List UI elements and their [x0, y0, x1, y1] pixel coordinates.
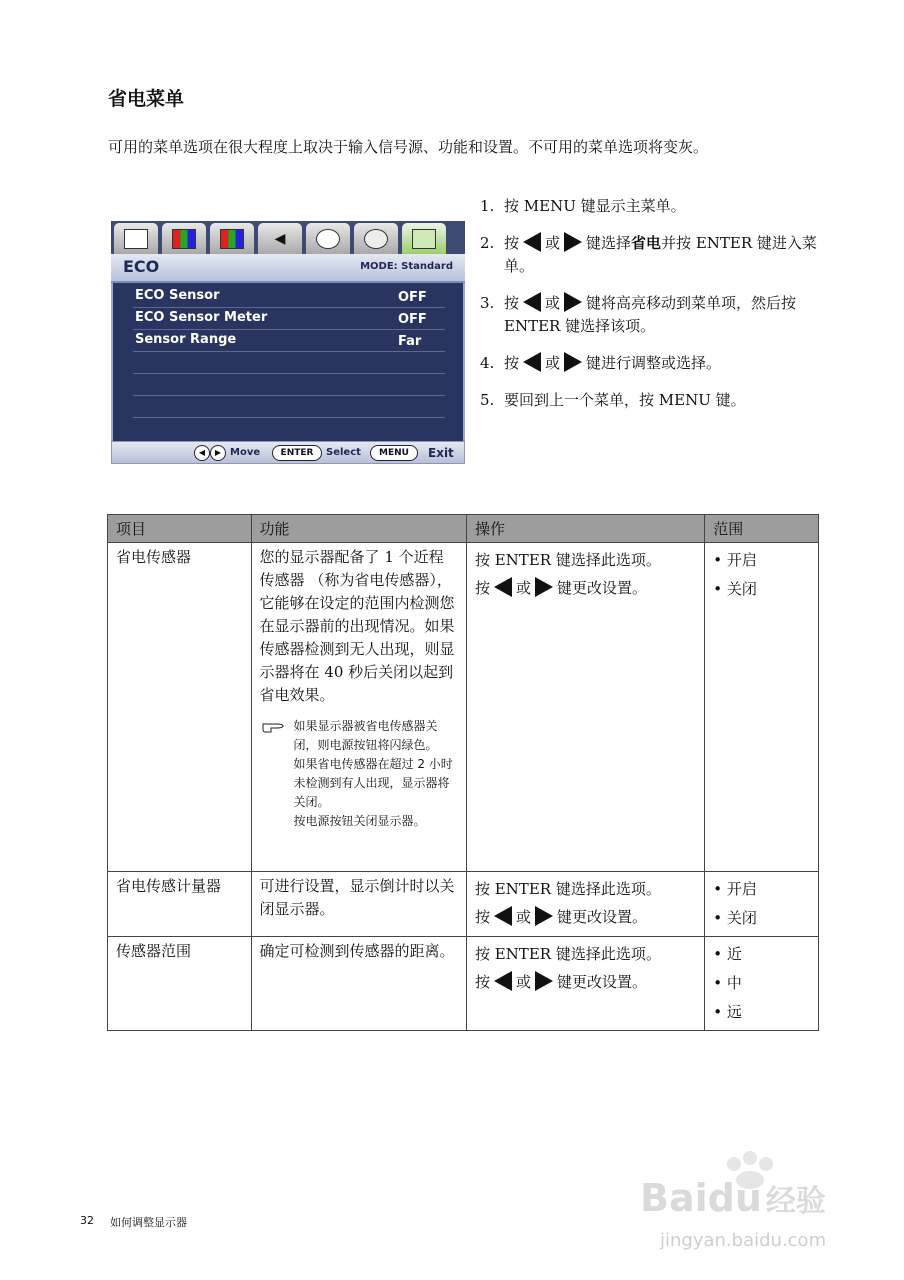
footer-title: 如何调整显示器 — [110, 1216, 187, 1229]
instruction-steps — [480, 195, 825, 426]
osd-exit-label: Exit — [428, 446, 454, 460]
note — [260, 717, 458, 831]
function-cell — [251, 543, 466, 872]
left-arrow-icon — [523, 232, 541, 252]
watermark-url: jingyan.baidu.com — [660, 1230, 827, 1251]
section-heading: 省电菜单 — [108, 88, 185, 110]
step-number: 5. — [480, 391, 495, 409]
step-3 — [480, 292, 825, 338]
right-arrow-icon — [564, 352, 582, 372]
step-text: 要回到上一个菜单，按 MENU 键。 — [504, 391, 746, 409]
osd-select-label: Select — [326, 447, 361, 458]
osd-row — [133, 307, 445, 330]
op-text: 或 — [515, 973, 531, 991]
range-cell — [705, 937, 819, 1031]
osd-row-label: ECO Sensor Meter — [135, 310, 268, 325]
op-text: 键更改设置。 — [557, 579, 648, 597]
step-text: 并按 ENTER 键进入菜单。 — [504, 234, 817, 275]
table-row — [108, 872, 819, 937]
tab-display-icon — [114, 223, 158, 254]
column-header: 功能 — [251, 515, 466, 543]
right-arrow-icon — [564, 232, 582, 252]
left-arrow-icon — [523, 292, 541, 312]
step-number: 3. — [480, 294, 495, 312]
range-option: • 近 — [713, 945, 742, 963]
step-text: 或 — [545, 354, 561, 372]
operation-line — [475, 903, 696, 931]
right-arrow-icon — [535, 577, 553, 597]
left-arrow-icon — [494, 577, 512, 597]
operation-line — [475, 968, 696, 996]
op-text: 按 — [474, 579, 490, 597]
op-text: 或 — [515, 908, 531, 926]
right-arrow-icon — [535, 971, 553, 991]
tab-eco-icon — [402, 223, 446, 254]
table-header-row — [108, 515, 819, 543]
enter-key-icon: ENTER — [272, 445, 322, 461]
column-header: 项目 — [108, 515, 252, 543]
baidu-watermark — [640, 1150, 880, 1260]
function-cell: 确定可检测到传感器的距离。 — [251, 937, 466, 1031]
range-cell — [705, 543, 819, 872]
osd-row — [133, 285, 445, 308]
note-line: 如果省电传感器在超过 2 小时未检测到有人出现，显示器将关闭。 — [293, 757, 453, 809]
right-arrow-icon — [535, 906, 553, 926]
op-text: 或 — [515, 579, 531, 597]
osd-row — [133, 329, 445, 352]
step-emphasis: 省电 — [631, 234, 662, 252]
watermark-brand: du — [707, 1176, 762, 1220]
pointing-hand-icon — [262, 719, 284, 733]
step-text: 或 — [545, 234, 561, 252]
operation-line — [475, 574, 696, 602]
osd-menu-list — [111, 283, 465, 441]
operation-line: 按 ENTER 键选择此选项。 — [474, 945, 661, 963]
step-text: 按 MENU 键显示主菜单。 — [504, 197, 686, 215]
range-option: • 中 — [713, 974, 742, 992]
osd-footer — [111, 441, 465, 464]
right-button-icon: ▶ — [210, 445, 226, 461]
column-header: 操作 — [466, 515, 704, 543]
osd-mode: MODE: Standard — [360, 261, 453, 272]
right-arrow-icon — [564, 292, 582, 312]
step-5 — [480, 389, 825, 412]
table-row — [108, 937, 819, 1031]
step-text: 按 — [504, 354, 520, 372]
range-option: • 远 — [713, 1003, 742, 1021]
item-cell: 省电传感计量器 — [108, 872, 252, 937]
step-text: 键选择 — [586, 234, 632, 252]
note-line: 按电源按钮关闭显示器。 — [293, 814, 426, 828]
osd-title-bar — [111, 254, 465, 283]
op-text: 按 — [474, 973, 490, 991]
left-arrow-icon — [523, 352, 541, 372]
left-arrow-icon — [494, 971, 512, 991]
range-cell — [705, 872, 819, 937]
op-text: 键更改设置。 — [557, 908, 648, 926]
step-1 — [480, 195, 825, 218]
watermark-cn: 经验 — [765, 1184, 826, 1219]
range-option: • 开启 — [713, 551, 757, 569]
op-text: 按 — [474, 908, 490, 926]
tab-picture-icon — [162, 223, 206, 254]
operation-cell — [466, 543, 704, 872]
osd-row-value: Far — [398, 334, 422, 349]
osd-row-empty — [133, 373, 445, 396]
osd-tab-bar — [111, 221, 465, 254]
intro-paragraph: 可用的菜单选项在很大程度上取决于输入信号源、功能和设置。不可用的菜单选项将变灰。 — [108, 138, 709, 156]
left-button-icon: ◀ — [194, 445, 210, 461]
operation-line: 按 ENTER 键选择此选项。 — [474, 551, 661, 569]
operation-line: 按 ENTER 键选择此选项。 — [474, 880, 661, 898]
tab-settings-icon — [354, 223, 398, 254]
table-row — [108, 543, 819, 872]
step-number: 4. — [480, 354, 495, 372]
tab-system-icon — [306, 223, 350, 254]
column-header: 范围 — [705, 515, 819, 543]
range-option: • 关闭 — [713, 580, 757, 598]
operation-cell — [466, 872, 704, 937]
note-line: 如果显示器被省电传感器关闭，则电源按钮将闪绿色。 — [293, 719, 438, 752]
osd-title: ECO — [123, 257, 160, 276]
operation-cell — [466, 937, 704, 1031]
osd-row-label: Sensor Range — [135, 332, 237, 347]
osd-row-value: OFF — [398, 290, 427, 305]
osd-row-empty — [133, 351, 445, 374]
osd-row-label: ECO Sensor — [135, 288, 220, 303]
step-text: 按 — [504, 234, 520, 252]
step-2 — [480, 232, 825, 278]
op-text: 键更改设置。 — [557, 973, 648, 991]
tab-picture-advanced-icon — [210, 223, 254, 254]
step-text: 键将高亮移动到菜单项，然后按 ENTER 键选择该项。 — [504, 294, 797, 335]
osd-move-label: Move — [230, 447, 261, 458]
watermark-brand: Bai — [640, 1176, 708, 1220]
item-cell: 传感器范围 — [108, 937, 252, 1031]
step-text: 按 — [504, 294, 520, 312]
item-cell: 省电传感器 — [108, 543, 252, 872]
step-text: 键进行调整或选择。 — [586, 354, 722, 372]
step-4 — [480, 352, 825, 375]
function-text: 您的显示器配备了 1 个近程传感器 （称为省电传感器），它能够在设定的范围内检测您在显示器前的出现情况。如果传感器检测到无人出现，则显示器将在 40 秒后关闭以起到省电效果。 — [259, 548, 455, 704]
range-option: • 关闭 — [713, 909, 757, 927]
osd-row-value: OFF — [398, 312, 427, 327]
osd-menu-screenshot — [111, 221, 465, 464]
range-option: • 开启 — [713, 880, 757, 898]
page-number: 32 — [80, 1214, 94, 1227]
step-number: 1. — [480, 197, 495, 215]
step-text: 或 — [545, 294, 561, 312]
tab-audio-icon: ◀ — [258, 223, 302, 254]
left-arrow-icon — [494, 906, 512, 926]
settings-table — [107, 514, 819, 1031]
osd-row-empty — [133, 395, 445, 418]
function-cell: 可进行设置，显示倒计时以关闭显示器。 — [251, 872, 466, 937]
step-number: 2. — [480, 234, 495, 252]
menu-key-icon: MENU — [370, 445, 418, 461]
